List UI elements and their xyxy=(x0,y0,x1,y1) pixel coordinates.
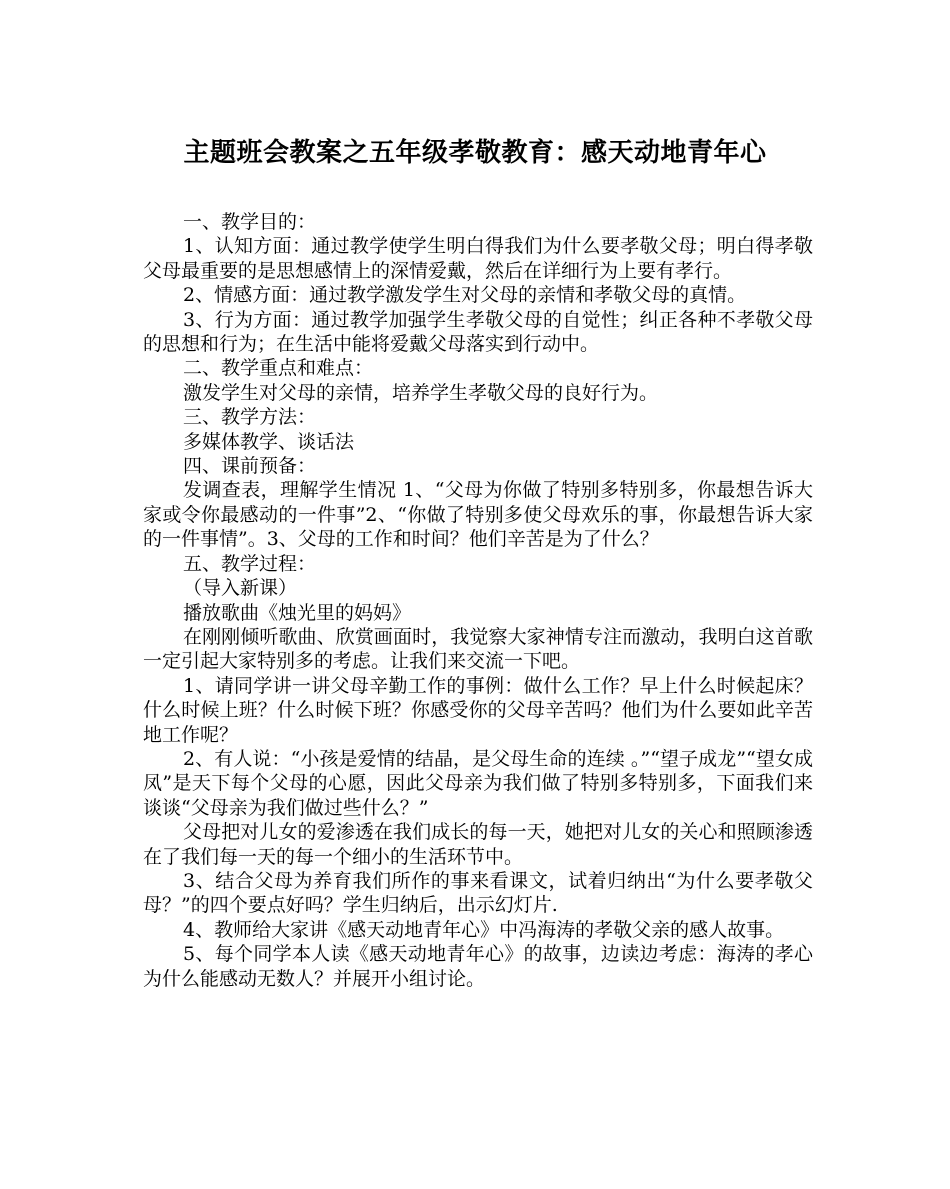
document-body xyxy=(143,210,813,991)
paragraph: 2、有人说：“小孩是爱情的结晶，是父母生命的连续 。”“望子成龙”“望女成凤”是天下每个父母的心愿，因此父母亲为我们做了特别多特别多，下面我们来谈谈“父母亲为我们做过些什么？” xyxy=(143,747,813,819)
paragraph: 播放歌曲《烛光里的妈妈》 xyxy=(183,601,412,624)
paragraph: 3、行为方面：通过教学加强学生孝敬父母的自觉性；纠正各种不孝敬父母的思想和行为；在生活中能将爱戴父母落实到行动中。 xyxy=(143,308,813,356)
paragraph: 三、教学方法： xyxy=(183,406,317,429)
paragraph: 2、情感方面：通过教学激发学生对父母的亲情和孝敬父母的真情。 xyxy=(183,284,747,307)
paragraph: 1、请同学讲一讲父母辛勤工作的事例：做什么工作？早上什么时候起床？什么时候上班？什么时候下班？你感受你的父母辛苦吗？他们为什么要如此辛苦地工作呢？ xyxy=(143,674,813,746)
paragraph: 四、课前预备： xyxy=(183,455,317,478)
paragraph: 3、结合父母为养育我们所作的事来看课文，试着归纳出“为什么要孝敬父母？”的四个要点好吗？学生归纳后，出示幻灯片. xyxy=(143,869,813,917)
paragraph: 二、教学重点和难点： xyxy=(183,357,374,380)
paragraph: 父母把对儿女的爱渗透在我们成长的每一天，她把对儿女的关心和照顾渗透在了我们每一天的每一个细小的生活环节中。 xyxy=(143,821,813,868)
paragraph: 激发学生对父母的亲情，培养学生孝敬父母的良好行为。 xyxy=(183,381,659,404)
paragraph: 在刚刚倾听歌曲、欣赏画面时，我觉察大家神情专注而激动，我明白这首歌一定引起大家特别多的考虑。让我们来交流一下吧。 xyxy=(143,625,813,673)
paragraph: 发调查表，理解学生情况 1、“父母为你做了特别多特别多，你最想告诉大家或令你最感动的一件事”2、“你做了特别多使父母欢乐的事，你最想告诉大家的一件事情”。3、父母的工作和时间？他们辛苦是为了什么？ xyxy=(143,479,813,551)
paragraph: 五、教学过程： xyxy=(183,552,317,575)
paragraph: 1、认知方面：通过教学使学生明白得我们为什么要孝敬父母；明白得孝敬父母最重要的是思想感情上的深情爱戴，然后在详细行为上要有孝行。 xyxy=(143,235,813,282)
paragraph: 一、教学目的： xyxy=(183,211,317,233)
paragraph: 5、每个同学本人读《感天动地青年心》的故事，边读边考虑：海涛的孝心为什么能感动无数人？并展开小组讨论。 xyxy=(143,943,813,990)
paragraph: （导入新课） xyxy=(183,577,298,600)
document-title: 主题班会教案之五年级孝敬教育：感天动地青年心 xyxy=(183,138,767,168)
paragraph: 4、教师给大家讲《感天动地青年心》中冯海涛的孝敬父亲的感人故事。 xyxy=(183,918,785,941)
paragraph: 多媒体教学、谈话法 xyxy=(183,430,355,453)
